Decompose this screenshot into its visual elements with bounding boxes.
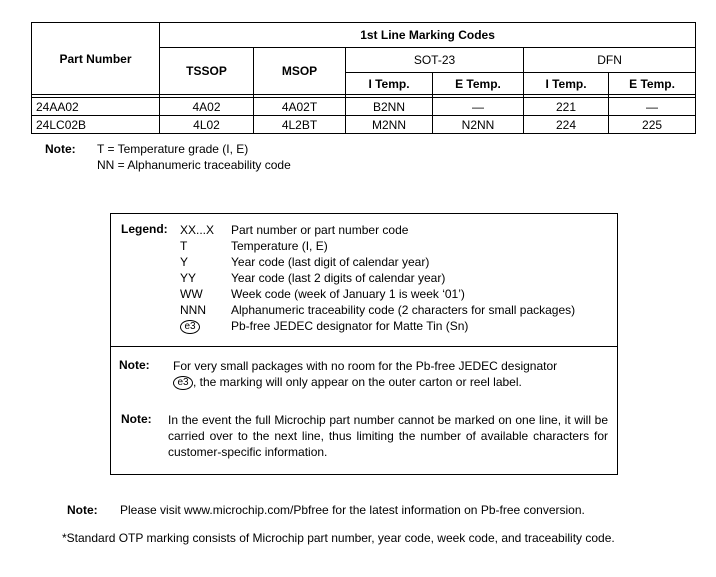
e3-pbfree-icon: e3 <box>173 376 193 390</box>
cell-dfn-e: 225 <box>609 116 696 134</box>
header-sot23-etemp: E Temp. <box>433 73 524 95</box>
bottom-note-label: Note: <box>67 503 98 517</box>
legend-title: Legend: <box>121 222 168 236</box>
cell-sot-e: — <box>433 98 524 116</box>
cell-dfn-i: 224 <box>524 116 609 134</box>
cell-tssop: 4L02 <box>160 116 254 134</box>
cell-msop: 4A02T <box>254 98 346 116</box>
legend-divider <box>111 346 617 347</box>
table-note <box>45 141 291 173</box>
legend-code: NNN <box>180 303 206 317</box>
legend-code: Y <box>180 255 189 269</box>
header-sot23-itemp: I Temp. <box>346 73 433 95</box>
cell-part: 24LC02B <box>32 116 160 134</box>
table-note-line2: NN = Alphanumeric traceability code <box>97 158 291 172</box>
header-dfn-itemp: I Temp. <box>524 73 609 95</box>
cell-msop: 4L2BT <box>254 116 346 134</box>
footnote: *Standard OTP marking consists of Microchip part number, year code, week code, and traceability code. <box>62 531 615 545</box>
e3-pbfree-icon: e3 <box>180 320 200 334</box>
bottom-note <box>67 503 585 517</box>
cell-sot-e: N2NN <box>433 116 524 134</box>
legend-note1-text <box>173 358 603 390</box>
header-dfn-etemp: E Temp. <box>609 73 696 95</box>
header-dfn: DFN <box>524 48 696 73</box>
legend-code: YY <box>180 271 197 285</box>
legend-note2-label: Note: <box>121 412 152 426</box>
legend-desc: Pb-free JEDEC designator for Matte Tin (Sn) <box>231 319 469 333</box>
legend-note1-label: Note: <box>119 358 150 372</box>
cell-dfn-i: 221 <box>524 98 609 116</box>
legend-note1-text-a: For very small packages with no room for the Pb-free JEDEC designator <box>173 359 558 373</box>
header-tssop: TSSOP <box>160 48 254 95</box>
bottom-note-text: Please visit www.microchip.com/Pbfree for the latest information on Pb-free conversion. <box>120 503 585 517</box>
cell-sot-i: M2NN <box>346 116 433 134</box>
header-sot23: SOT-23 <box>346 48 524 73</box>
legend-note2-text: In the event the full Microchip part number cannot be marked on one line, it will be carried over to the next line, thus limiting the number of available characters for customer-specific information. <box>168 413 608 459</box>
header-marking-codes: 1st Line Marking Codes <box>160 23 696 48</box>
legend-note1-text-b: , the marking will only appear on the outer carton or reel label. <box>193 375 522 389</box>
legend-code: XX...X <box>180 223 215 237</box>
table-row <box>32 116 696 134</box>
marking-codes-table <box>31 22 696 134</box>
cell-tssop: 4A02 <box>160 98 254 116</box>
legend-desc: Part number or part number code <box>231 223 409 237</box>
legend-desc: Temperature (I, E) <box>231 239 328 253</box>
legend-desc: Year code (last 2 digits of calendar year) <box>231 271 446 285</box>
header-part-number: Part Number <box>32 23 160 95</box>
legend-box <box>110 213 618 475</box>
legend-code: WW <box>180 287 203 301</box>
legend-desc: Week code (week of January 1 is week ‘01’) <box>231 287 465 301</box>
cell-dfn-e: — <box>609 98 696 116</box>
table-row <box>32 98 696 116</box>
header-msop: MSOP <box>254 48 346 95</box>
legend-desc: Alphanumeric traceability code (2 characters for small packages) <box>231 303 576 317</box>
legend-desc: Year code (last digit of calendar year) <box>231 255 430 269</box>
legend-code: T <box>180 239 188 253</box>
table-note-label: Note: <box>45 142 76 156</box>
cell-sot-i: B2NN <box>346 98 433 116</box>
table-note-line1: T = Temperature grade (I, E) <box>97 142 249 156</box>
cell-part: 24AA02 <box>32 98 160 116</box>
